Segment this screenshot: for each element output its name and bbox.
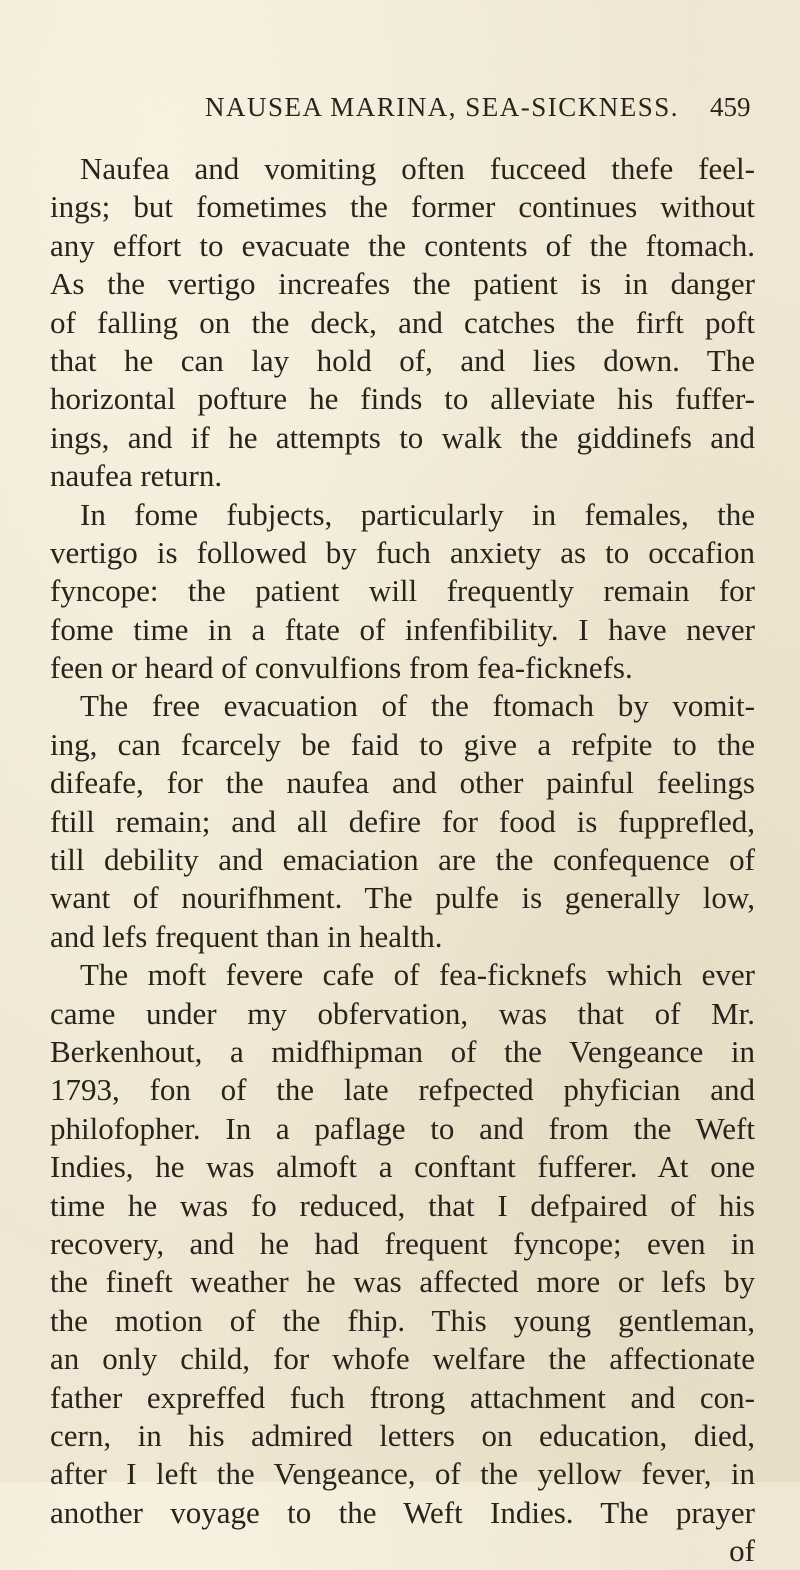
text-line: father expreffed fuch ftrong attachment and con- xyxy=(50,1379,755,1415)
text-line: In fome fubjects, particularly in females, the xyxy=(80,496,755,532)
text-line: naufea return. xyxy=(50,458,223,494)
text-line: want of nourifhment. The pulfe is generally low, xyxy=(50,880,755,916)
page-number: 459 xyxy=(710,92,751,122)
text-line: ftill remain; and all defire for food is fupprefled, xyxy=(50,803,755,839)
text-line: time he was fo reduced, that I defpaired of his xyxy=(50,1187,755,1223)
text-line: vertigo is followed by fuch anxiety as to occafion xyxy=(50,534,755,570)
text-line: fome time in a ftate of infenfibility. I have never xyxy=(50,611,755,647)
text-line: cern, in his admired letters on education, died, xyxy=(50,1417,755,1453)
text-line: the fineft weather he was affected more or lefs by xyxy=(50,1264,755,1300)
text-line: came under my obfervation, was that of Mr. xyxy=(50,995,755,1031)
text-line: of falling on the deck, and catches the firft poft xyxy=(50,304,755,340)
text-line: horizontal pofture he finds to alleviate his fuffer- xyxy=(50,381,755,417)
text-line: difeafe, for the naufea and other painful feelings xyxy=(50,765,755,801)
catchword: of xyxy=(729,1533,755,1569)
text-line: recovery, and he had frequent fyncope; even in xyxy=(50,1225,755,1261)
text-line: the motion of the fhip. This young gentleman, xyxy=(50,1302,755,1338)
text-line: another voyage to the Weft Indies. The prayer xyxy=(50,1494,755,1530)
text-line: an only child, for whofe welfare the affectionate xyxy=(50,1341,755,1377)
body-text xyxy=(50,150,755,1570)
text-line: As the vertigo increafes the patient is in danger xyxy=(50,266,755,302)
text-line: ing, can fcarcely be faid to give a refpite to the xyxy=(50,726,755,762)
text-line: The moft fevere cafe of fea-ficknefs which ever xyxy=(80,957,755,993)
text-line: till debility and emaciation are the confequence of xyxy=(50,842,755,878)
text-line: feen or heard of convulfions from fea-ficknefs. xyxy=(50,650,633,686)
text-line: fyncope: the patient will frequently remain for xyxy=(50,573,755,609)
text-line: ings; but fometimes the former continues without xyxy=(50,189,755,225)
text-line: ings, and if he attempts to walk the giddinefs and xyxy=(50,419,755,455)
text-line: Indies, he was almoft a conftant fufferer. At one xyxy=(50,1149,755,1185)
text-line: philofopher. In a paflage to and from the Weft xyxy=(50,1110,755,1146)
text-line: and lefs frequent than in health. xyxy=(50,918,443,954)
text-line: Naufea and vomiting often fucceed thefe feel- xyxy=(80,151,755,186)
text-line: 1793, fon of the late refpected phyfician and xyxy=(50,1072,755,1108)
running-head: NAUSEA MARINA, SEA-SICKNESS. xyxy=(205,92,680,122)
text-line: Berkenhout, a midfhipman of the Vengeance in xyxy=(50,1033,755,1069)
text-line: after I left the Vengeance, of the yellow fever, in xyxy=(50,1456,755,1492)
text-line: any effort to evacuate the contents of the ftomach. xyxy=(50,227,755,263)
text-line: that he can lay hold of, and lies down. The xyxy=(50,342,755,378)
text-line: The free evacuation of the ftomach by vomit- xyxy=(80,688,755,724)
